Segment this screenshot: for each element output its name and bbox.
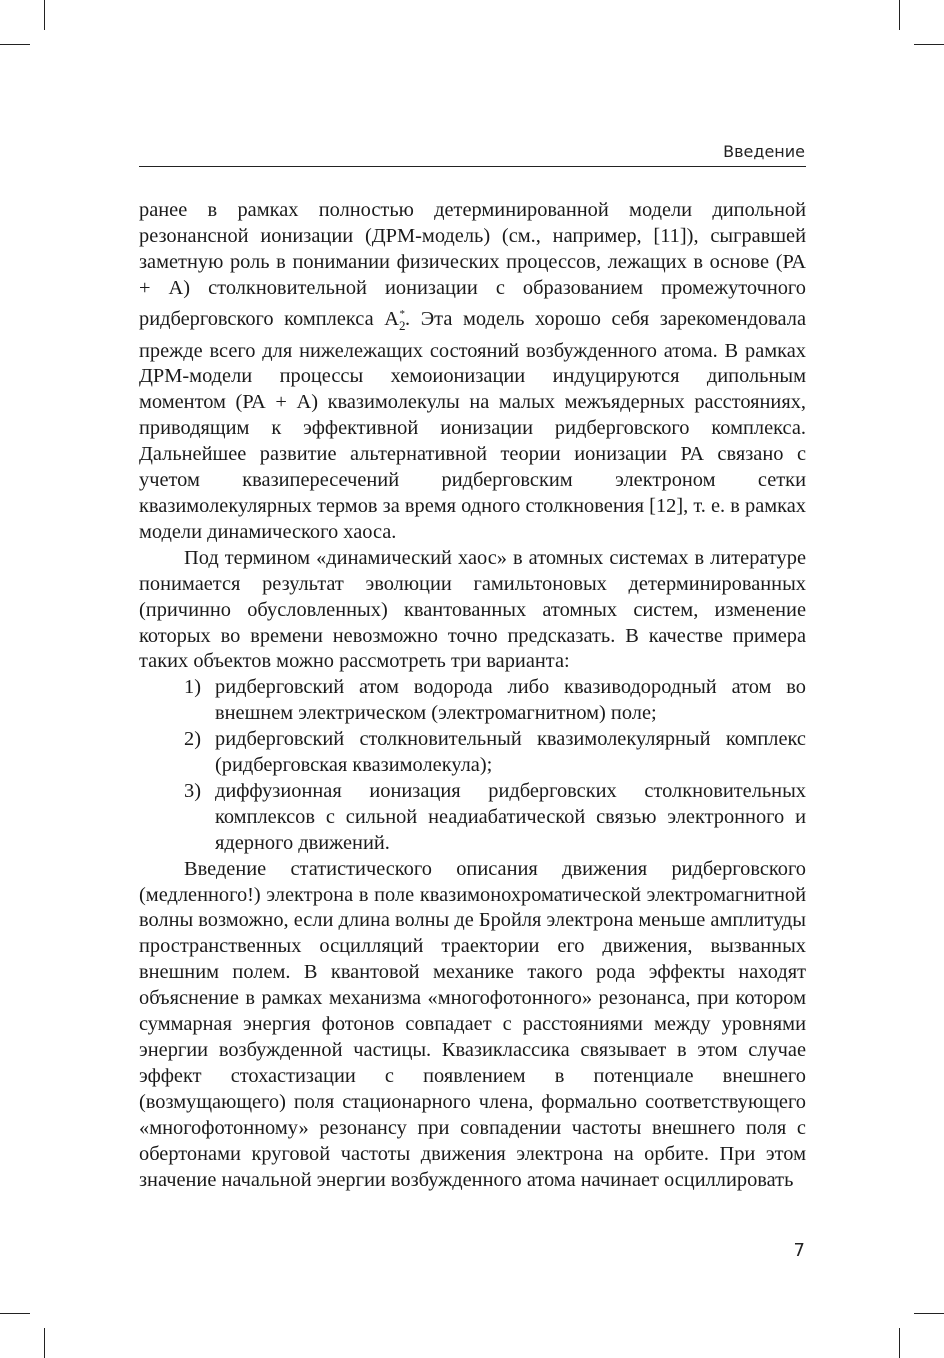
crop-mark-bottom-right-vertical (899, 1328, 900, 1358)
header-rule (139, 166, 806, 167)
crop-mark-top-right-horizontal (914, 44, 944, 45)
formula-superscript: * (399, 307, 405, 320)
paragraph-1 (139, 198, 806, 546)
body-text (139, 198, 806, 1193)
paragraph-1-after-formula: . Эта модель хорошо себя зарекомендовала прежде всего для нижележащих состояний возбужденного атома. В рамках ДРМ-модели процессы хемоионизации индуцируются дипольным моментом (РА + А) квазимолекулы на малых межъядерных расстояниях, приводящим к эффективной ионизации ридберговского комплекса. Дальнейшее развитие альтернативной теории ионизации РА связано с учетом квазипересечений ридберговским электроном сетки квазимолекулярных термов за время одного столкновения [12], т. е. в рамках модели динамического хаоса. (139, 307, 806, 543)
list-item-text: ридберговский столкновительный квазимолекулярный комплекс (ридберговская квазимолекула); (215, 728, 806, 777)
paragraph-3: Введение статистического описания движения ридберговского (медленного!) электрона в поле квазимонохроматической электромагнитной волны возможно, если длина волны де Бройля электрона меньше амплитуды пространственных осцилляций траектории его движения, вызванных внешним полем. В квантовой механике такого рода эффекты находят объяснение в рамках механизма «многофотонного» резонанса, при котором суммарная энергия фотонов совпадает с расстояниями между уровнями энергии возбужденной частицы. Квазиклассика связывает в этом случае эффект стохастизации с появлением в потенциале внешнего (возмущающего) поля стационарного члена, формально соответствующего «многофотонному» резонансу при совпадении частоты внешнего поля с обертонами круговой частоты движения электрона на орбите. При этом значение начальной энергии возбужденного атома начинает осциллировать (139, 857, 806, 1191)
formula-subscript: 2 (398, 317, 406, 333)
numbered-list (139, 675, 806, 856)
list-item (139, 779, 806, 857)
crop-mark-top-right-vertical (899, 0, 900, 30)
list-item-number: 2) (184, 728, 201, 751)
crop-mark-bottom-right-horizontal (914, 1313, 944, 1314)
crop-mark-bottom-left-vertical (44, 1328, 45, 1358)
paragraph-1-before-formula: ранее в рамках полностью детерминированной модели дипольной резонансной ионизации (ДРМ-модель) (см., например, [11]), сыгравшей заметную роль в понимании физических процессов, лежащих в основе (РА + А) столкновительной ионизации с образованием промежуточного ридберговского комплекса A (139, 199, 806, 330)
crop-mark-bottom-left-horizontal (0, 1313, 30, 1314)
crop-mark-top-left-vertical (44, 0, 45, 30)
list-item-number: 1) (184, 676, 201, 699)
page-number: 7 (793, 1240, 805, 1261)
list-item (139, 675, 806, 727)
crop-mark-top-left-horizontal (0, 44, 30, 45)
list-item-text: ридберговский атом водорода либо квазиводородный атом во внешнем электрическом (электромагнитном) поле; (215, 676, 806, 725)
paragraph-2: Под термином «динамический хаос» в атомных системах в литературе понимается результат эволюции гамильтоновых детерминированных (причинно обусловленных) квантованных атомных систем, изменение которых во времени невозможно точно предсказать. В качестве примера таких объектов можно рассмотреть три варианта: (139, 546, 806, 673)
list-item-text: диффузионная ионизация ридберговских столкновительных комплексов с сильной неадиабатической связью электронного и ядерного движений. (215, 779, 806, 854)
list-item (139, 727, 806, 779)
running-head: Введение (723, 142, 805, 161)
list-item-number: 3) (184, 779, 201, 802)
